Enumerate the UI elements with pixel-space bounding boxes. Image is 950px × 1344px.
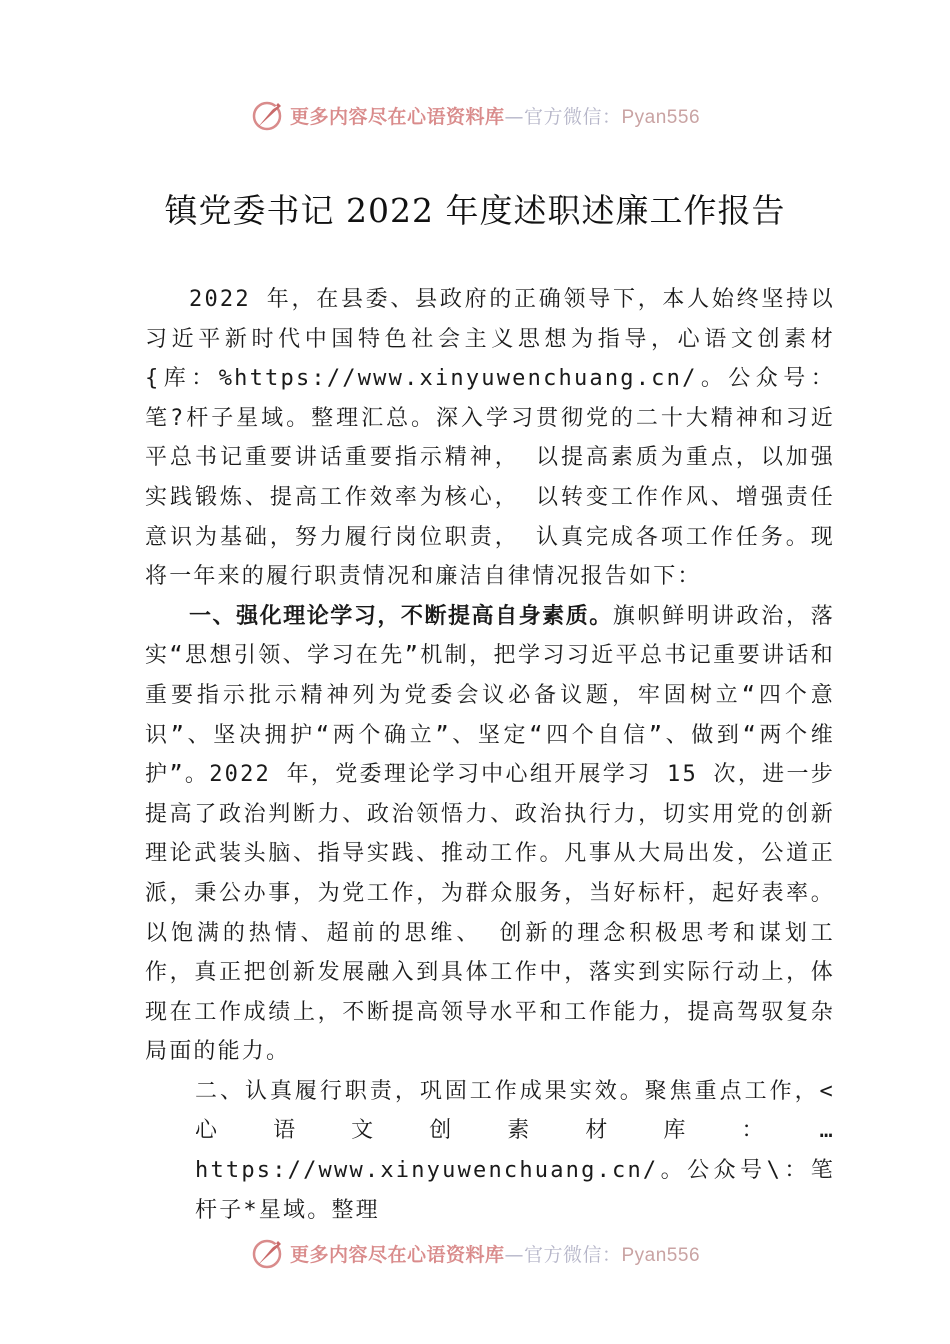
banner-contact-text bbox=[504, 1240, 700, 1267]
paragraph-intro: 2022 年，在县委、县政府的正确领导下，本人始终坚持以习近平新时代中国特色社会主义思想为指导，心语文创素材{库：%https://www.xinyuwenchuang.cn/。公众号：笔?杆子星域。整理汇总。深入学习贯彻党的二十大精神和习近平总书记重要讲话重要指示精神， 以提高素质为重点，以加强实践锻炼、提高工作效率为核心， 以转变工作作风、增强责任意识为基础，努力履行岗位职责， 认真完成各项工作任务。现将一年来的履行职责情况和廉洁自律情况报告如下： bbox=[145, 287, 835, 590]
banner-contact-text bbox=[504, 102, 700, 129]
section-1-heading: 一、强化理论学习，不断提高自身素质。 bbox=[189, 603, 613, 629]
banner-library-text: 更多内容尽在心语资料库 bbox=[289, 1243, 505, 1266]
banner-wechat-id: Pyan556 bbox=[621, 106, 701, 128]
banner-wechat-id: Pyan556 bbox=[621, 1244, 701, 1266]
header-watermark-banner bbox=[0, 95, 950, 135]
banner-library-text: 更多内容尽在心语资料库 bbox=[289, 105, 505, 128]
paragraph-section-1 bbox=[145, 597, 835, 1072]
paragraph-section-2: 二、认真履行职责，巩固工作成果实效。聚焦重点工作，<心语文创素材库：…https://www.xinyuwenchuang.cn/。公众号\：笔杆子*星域。整理 bbox=[195, 1078, 835, 1223]
document-title: 镇党委书记 2022 年度述职述廉工作报告 bbox=[164, 191, 786, 230]
document-body bbox=[145, 280, 835, 1230]
quill-logo-icon bbox=[250, 97, 286, 133]
footer-watermark-banner bbox=[0, 1233, 950, 1273]
quill-logo-icon bbox=[250, 1235, 286, 1271]
section-1-body: 旗帜鲜明讲政治，落实“思想引领、学习在先”机制，把学习习近平总书记重要讲话和重要指示批示精神列为党委会议必备议题，牢固树立“四个意识”、坚决拥护“两个确立”、坚定“四个自信”、做到“两个维护”。2022 年，党委理论学习中心组开展学习 15 次，进一步提高了政治判断力、政治领悟力、政治执行力，切实用党的创新理论武装头脑、指导实践、推动工作。凡事从大局出发，公道正派，秉公办事，为党工作，为群众服务，当好标杆，起好表率。以饱满的热情、超前的思维、 创新的理念积极思考和谋划工作，真正把创新发展融入到具体工作中，落实到实际行动上，体现在工作成绩上，不断提高领导水平和工作能力，提高驾驭复杂局面的能力。 bbox=[145, 603, 835, 1065]
banner-contact-label: —官方微信： bbox=[504, 1243, 622, 1266]
banner-contact-label: —官方微信： bbox=[504, 105, 622, 128]
